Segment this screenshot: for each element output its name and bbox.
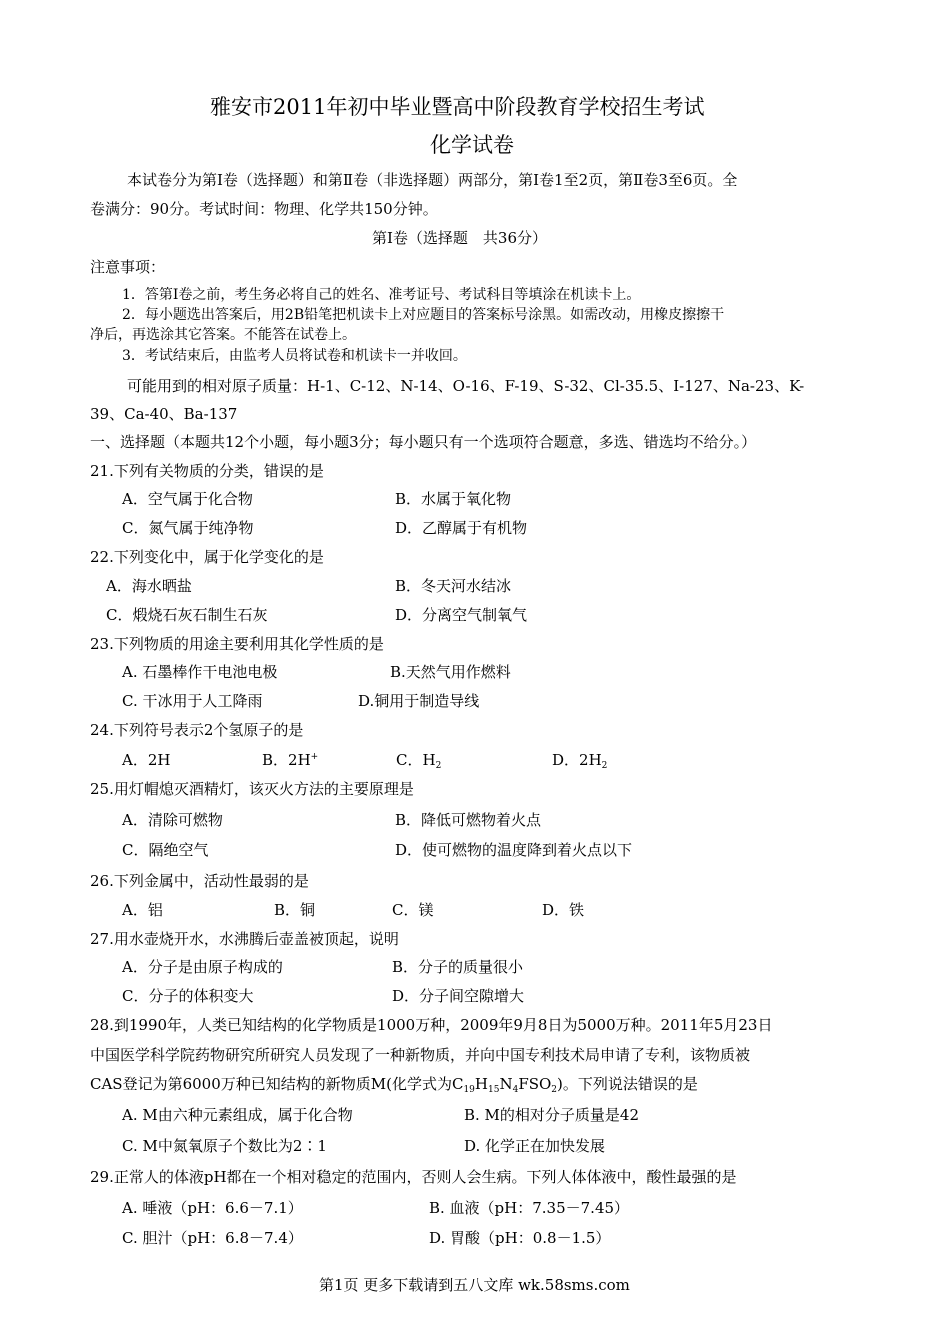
q26-option-d: D．铁 [542,901,585,919]
q28-option-c: C. M中氮氧原子个数比为2∶1 [122,1137,327,1155]
notice-item-3: 3．考试结束后，由监考人员将试卷和机读卡一并收回。 [122,348,467,364]
notice-item-1: 1．答第Ⅰ卷之前，考生务必将自己的姓名、准考证号、考试科目等填涂在机读卡上。 [122,287,641,303]
q22-option-c: C．煅烧石灰石制生石灰 [106,606,268,624]
q21-option-a: A．空气属于化合物 [122,490,253,508]
q28-stem-line-1: 28.到1990年，人类已知结构的化学物质是1000万种，2009年9月8日为5000万种。2011年5月23日 [90,1016,773,1034]
page-footer: 第1页 更多下载请到五八文库 wk.58sms.com [319,1276,630,1294]
q29-option-b: B. 血液（pH：7.35－7.45） [429,1199,630,1217]
part1-heading: 第Ⅰ卷（选择题 共36分） [372,229,548,247]
q28-stem-line-2: 中国医学科学院药物研究所研究人员发现了一种新物质，并向中国专利技术局申请了专利，该物质被 [90,1046,751,1064]
q29-option-d: D. 胃酸（pH：0.8－1.5） [429,1229,611,1247]
q23-option-c: C. 干冰用于人工降雨 [122,692,263,710]
q28-option-d: D. 化学正在加快发展 [464,1137,606,1155]
q26-option-a: A．铝 [122,901,163,919]
q29-option-a: A. 唾液（pH：6.6－7.1） [122,1199,303,1217]
q24-option-c: C．$H_2$ [396,751,442,771]
q28-option-a: A. M由六种元素组成，属于化合物 [122,1106,353,1124]
q24-option-a: A．2H [122,751,171,769]
q28-option-b: B. M的相对分子质量是42 [464,1106,640,1124]
q27-stem: 27.用水壶烧开水，水沸腾后壶盖被顶起，说明 [90,930,399,948]
q27-option-b: B．分子的质量很小 [392,958,524,976]
page-title: 雅安市2011年初中毕业暨高中阶段教育学校招生考试 [210,95,705,119]
intro-line-1: 本试卷分为第Ⅰ卷（选择题）和第Ⅱ卷（非选择题）两部分，第Ⅰ卷1至2页，第Ⅱ卷3至6页。全 [127,171,738,189]
q22-option-d: D．分离空气制氧气 [395,606,528,624]
q27-option-a: A．分子是由原子构成的 [122,958,283,976]
q26-option-b: B．铜 [274,901,316,919]
notice-item-2-line-1: 2．每小题选出答案后，用2B铅笔把机读卡上对应题目的答案标号涂黑。如需改动，用橡皮擦擦干 [122,307,725,323]
q29-option-c: C. 胆汁（pH：6.8－7.4） [122,1229,303,1247]
q22-option-a: A．海水晒盐 [106,577,192,595]
q21-stem: 21.下列有关物质的分类，错误的是 [90,462,324,480]
q25-option-c: C．隔绝空气 [122,841,209,859]
q21-option-b: B．水属于氧化物 [395,490,512,508]
q23-stem: 23.下列物质的用途主要利用其化学性质的是 [90,635,384,653]
q26-option-c: C．镁 [392,901,434,919]
page-subtitle: 化学试卷 [430,133,514,157]
atomic-mass-line-2: 39、Ca-40、Ba-137 [90,405,238,423]
intro-line-2: 卷满分：90分。考试时间：物理、化学共150分钟。 [90,200,438,218]
q28-stem-line-3: CAS登记为第6000万种已知结构的新物质M(化学式为$C_{19}H_{15}N_4FSO_2$)。下列说法错误的是 [90,1075,698,1095]
q24-stem: 24.下列符号表示2个氢原子的是 [90,721,304,739]
notice-heading: 注意事项： [90,258,166,276]
notice-item-2-line-2: 净后，再选涂其它答案。不能答在试卷上。 [90,327,356,343]
q27-option-d: D．分子间空隙增大 [392,987,525,1005]
section1-heading: 一、选择题（本题共12个小题，每小题3分；每小题只有一个选项符合题意，多选、错选均不给分。） [90,433,757,451]
q29-stem: 29.正常人的体液pH都在一个相对稳定的范围内，否则人会生病。下列人体体液中，酸性最强的是 [90,1168,737,1186]
q27-option-c: C．分子的体积变大 [122,987,254,1005]
q25-option-b: B．降低可燃物着火点 [395,811,542,829]
atomic-mass-line-1: 可能用到的相对原子质量：H-1、C-12、N-14、O-16、F-19、S-32、Cl-35.5、I-127、Na-23、K- [127,377,805,395]
q25-option-a: A．清除可燃物 [122,811,223,829]
q26-stem: 26.下列金属中，活动性最弱的是 [90,872,309,890]
q24-option-d: D．$2H_2$ [552,751,608,771]
q21-option-c: C．氮气属于纯净物 [122,519,254,537]
q25-stem: 25.用灯帽熄灭酒精灯，该灭火方法的主要原理是 [90,780,414,798]
q25-option-d: D．使可燃物的温度降到着火点以下 [395,841,633,859]
q23-option-d: D.铜用于制造导线 [358,692,480,710]
q23-option-a: A. 石墨棒作干电池电极 [122,663,278,681]
q23-option-b: B.天然气用作燃料 [390,663,511,681]
q21-option-d: D．乙醇属于有机物 [395,519,528,537]
q22-stem: 22.下列变化中，属于化学变化的是 [90,548,324,566]
q24-option-b: B．2H+ [262,751,319,769]
q22-option-b: B．冬天河水结冰 [395,577,512,595]
